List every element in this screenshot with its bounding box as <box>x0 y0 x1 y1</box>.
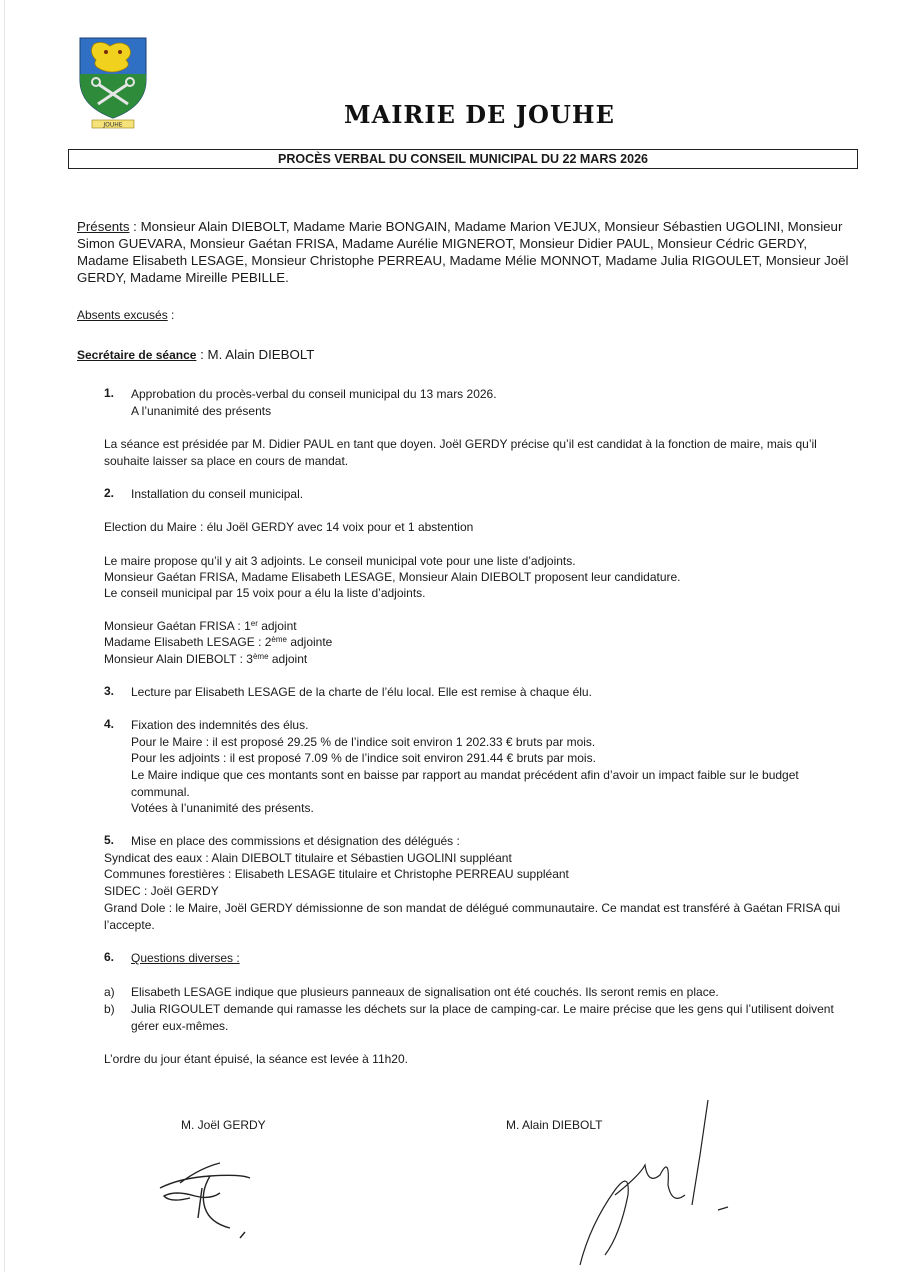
item-6-b-label: b) <box>104 1002 115 1016</box>
signature-left-name: M. Joël GERDY <box>181 1118 266 1132</box>
signature-right-name: M. Alain DIEBOLT <box>506 1118 603 1132</box>
signature-left <box>150 1148 260 1248</box>
item-1-paragraph: La séance est présidée par M. Didier PAUL en tant que doyen. Joël GERDY précise qu’il est candidat à la fonction de maire, mais qu’il souhaite laisser sa place en cours de mandat. <box>104 437 817 468</box>
coat-of-arms-logo <box>76 36 150 130</box>
item-6-a-label: a) <box>104 985 115 999</box>
adjoint-3 <box>104 651 307 668</box>
secretaire-value: M. Alain DIEBOLT <box>207 347 315 362</box>
absents-line <box>77 307 174 324</box>
item-4-line2: Pour les adjoints : il est proposé 7.09 % de l’indice soit environ 291.44 € bruts par mois. <box>131 751 596 765</box>
pv-title-box <box>68 149 858 169</box>
presents-list: Monsieur Alain DIEBOLT, Madame Marie BONGAIN, Madame Marion VEJUX, Monsieur Sébastien UGOLINI, Monsieur Simon GUEVARA, Monsieur Gaétan FRISA, Madame Aurélie MIGNEROT, Monsieur Didier PAUL, Monsieur Cédric GERDY, Madame Elisabeth LESAGE, Monsieur Christophe PERREAU, Madame Mélie MONNOT, Madame Julia RIGOULET, Monsieur Joël GERDY, Madame Mireille PEBILLE. <box>77 219 849 285</box>
adjoint-2-role: adjointe <box>286 635 333 649</box>
item-2-line1: Le maire propose qu’il y ait 3 adjoints. Le conseil municipal vote pour une liste d’adjoints. <box>104 554 576 568</box>
item-5-line2: Communes forestières : Elisabeth LESAGE titulaire et Christophe PERREAU suppléant <box>104 867 569 881</box>
adjoint-2-text: Madame Elisabeth LESAGE : 2 <box>104 635 272 649</box>
item-1-line2: A l’unanimité des présents <box>131 404 272 418</box>
item-2-number: 2. <box>104 486 115 500</box>
item-1-title: Approbation du procès-verbal du conseil municipal du 13 mars 2026. <box>131 387 497 401</box>
item-3-text: Lecture par Elisabeth LESAGE de la charte de l’élu local. Elle est remise à chaque élu. <box>131 685 592 699</box>
mairie-title: MAIRIE DE JOUHE <box>344 100 615 129</box>
item-5-line1: Syndicat des eaux : Alain DIEBOLT titulaire et Sébastien UGOLINI suppléant <box>104 851 512 865</box>
absents-label: Absents excusés <box>77 308 168 322</box>
item-2-election: Election du Maire : élu Joël GERDY avec 14 voix pour et 1 abstention <box>104 520 474 534</box>
adjoint-2-sup: ème <box>271 635 287 644</box>
presents-paragraph <box>77 218 850 286</box>
item-5-title: Mise en place des commissions et désignation des délégués : <box>131 834 460 848</box>
item-2-line2: Monsieur Gaétan FRISA, Madame Elisabeth LESAGE, Monsieur Alain DIEBOLT proposent leur candidature. <box>104 570 681 584</box>
presents-label: Présents <box>77 219 130 234</box>
adjoint-3-role: adjoint <box>268 652 308 666</box>
item-4-line3: Le Maire indique que ces montants sont en baisse par rapport au mandat précédent afin d’avoir un impact faible sur le budget communal. <box>131 768 799 799</box>
item-1-number: 1. <box>104 386 115 400</box>
adjoint-1 <box>104 618 297 635</box>
pv-title: PROCÈS VERBAL DU CONSEIL MUNICIPAL DU 22 MARS 2026 <box>278 152 648 166</box>
adjoint-3-sup: ème <box>252 652 269 661</box>
closing-line: L’ordre du jour étant épuisé, la séance est levée à 11h20. <box>104 1052 408 1066</box>
item-2-line3: Le conseil municipal par 15 voix pour a élu la liste d’adjoints. <box>104 586 426 600</box>
item-6-b-text: Julia RIGOULET demande qui ramasse les déchets sur la place de camping-car. Le maire précise que les gens qui l’utilisent doivent gérer eux-mêmes. <box>131 1002 834 1033</box>
adjoint-2 <box>104 634 332 651</box>
item-6-number: 6. <box>104 950 115 964</box>
adjoint-1-role: adjoint <box>257 619 297 633</box>
item-2-title: Installation du conseil municipal. <box>131 487 304 501</box>
item-5-number: 5. <box>104 833 115 847</box>
adjoint-1-sup: er <box>250 619 258 628</box>
item-4-line1: Pour le Maire : il est proposé 29.25 % de l’indice soit environ 1 202.33 € bruts par mois. <box>131 735 596 749</box>
item-4-line4: Votées à l’unanimité des présents. <box>131 801 314 815</box>
secretaire-separator: : <box>196 347 208 362</box>
signature-right <box>560 1095 740 1270</box>
adjoint-1-text: Monsieur Gaétan FRISA : 1 <box>104 619 251 633</box>
item-6-title: Questions diverses : <box>131 951 240 965</box>
page-edge-line <box>4 0 5 1272</box>
item-5-line3: SIDEC : Joël GERDY <box>104 884 219 898</box>
absents-separator: : <box>167 308 175 322</box>
item-6-a-text: Elisabeth LESAGE indique que plusieurs panneaux de signalisation ont été couchés. Ils seront remis en place. <box>131 985 719 999</box>
item-5-line4: Grand Dole : le Maire, Joël GERDY démissionne de son mandat de délégué communautaire. Ce mandat est transféré à Gaétan FRISA qui l’accepte. <box>104 901 841 932</box>
presents-separator: : <box>129 219 141 234</box>
coat-banner-text: JOUHE <box>103 121 123 129</box>
item-4-title: Fixation des indemnités des élus. <box>131 718 309 732</box>
secretaire-line <box>77 346 314 364</box>
adjoint-3-text: Monsieur Alain DIEBOLT : 3 <box>104 652 253 666</box>
item-3-number: 3. <box>104 684 115 698</box>
secretaire-label: Secrétaire de séance <box>77 348 197 362</box>
item-4-number: 4. <box>104 717 115 731</box>
